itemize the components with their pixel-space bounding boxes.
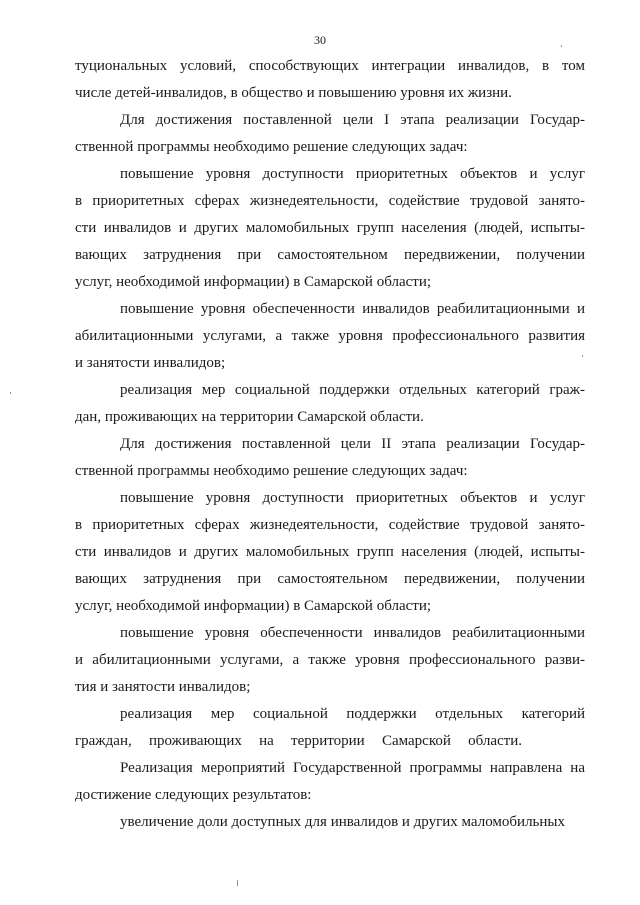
document-body [75,53,585,836]
paragraph [75,755,585,809]
text-line: в приоритетных сферах жизнедеятельности, содействие трудовой занято- [75,193,585,209]
scan-speck [582,355,583,357]
text-line: Реализация мероприятий Государственной программы направлена на [120,760,585,776]
paragraph [75,107,585,161]
text-line: сти инвалидов и других маломобильных групп населения (людей, испыты- [75,544,585,560]
text-line: сти инвалидов и других маломобильных групп населения (людей, испыты- [75,220,585,236]
paragraph [75,296,585,377]
text-line: повышение уровня доступности приоритетных объектов и услуг [120,490,585,506]
paragraph [75,377,585,431]
text-line: Для достижения поставленной цели II этапа реализации Государ- [120,436,585,452]
text-line: услуг, необходимой информации) в Самарской области; [75,598,432,614]
text-line: услуг, необходимой информации) в Самарской области; [75,274,432,290]
text-line: абилитационными услугами, а также уровня профессионального развития [75,328,585,344]
scan-speck [237,880,238,886]
page-number: 30 [314,33,326,47]
paragraph [75,53,585,107]
text-line: реализация мер социальной поддержки отдельных категорий [120,706,585,722]
text-line: вающих затруднения при самостоятельном передвижении, получении [75,571,585,587]
text-line: и абилитационными услугами, а также уровня профессионального разви- [75,652,585,668]
text-line: реализация мер социальной поддержки отдельных категорий граж- [120,382,585,398]
text-line: и занятости инвалидов; [75,355,226,371]
text-line: увеличение доли доступных для инвалидов и других маломобильных [120,814,566,830]
text-line: числе детей-инвалидов, в общество и повышению уровня их жизни. [75,85,512,101]
text-line: повышение уровня обеспеченности инвалидов реабилитационными и [120,301,585,317]
paragraph [75,701,585,755]
text-line: дан, проживающих на территории Самарской области. [75,409,424,425]
paragraph [75,809,585,836]
text-line: ственной программы необходимо решение следующих задач: [75,463,468,479]
paragraph [75,620,585,701]
text-line: Для достижения поставленной цели I этапа реализации Государ- [120,112,585,128]
text-line: повышение уровня доступности приоритетных объектов и услуг [120,166,585,182]
paragraph [75,161,585,296]
text-line: в приоритетных сферах жизнедеятельности, содействие трудовой занято- [75,517,585,533]
text-line: повышение уровня обеспеченности инвалидов реабилитационными [120,625,585,641]
text-line: достижение следующих результатов: [75,787,312,803]
paragraph [75,431,585,485]
text-line: туциональных условий, способствующих интеграции инвалидов, в том [75,58,585,74]
scan-speck [10,392,11,394]
text-line: тия и занятости инвалидов; [75,679,251,695]
text-line: вающих затруднения при самостоятельном передвижении, получении [75,247,585,263]
text-line: граждан, проживающих на территории Самарской области. [75,733,523,749]
text-line: ственной программы необходимо решение следующих задач: [75,139,468,155]
paragraph [75,485,585,620]
scan-speck [561,45,562,47]
